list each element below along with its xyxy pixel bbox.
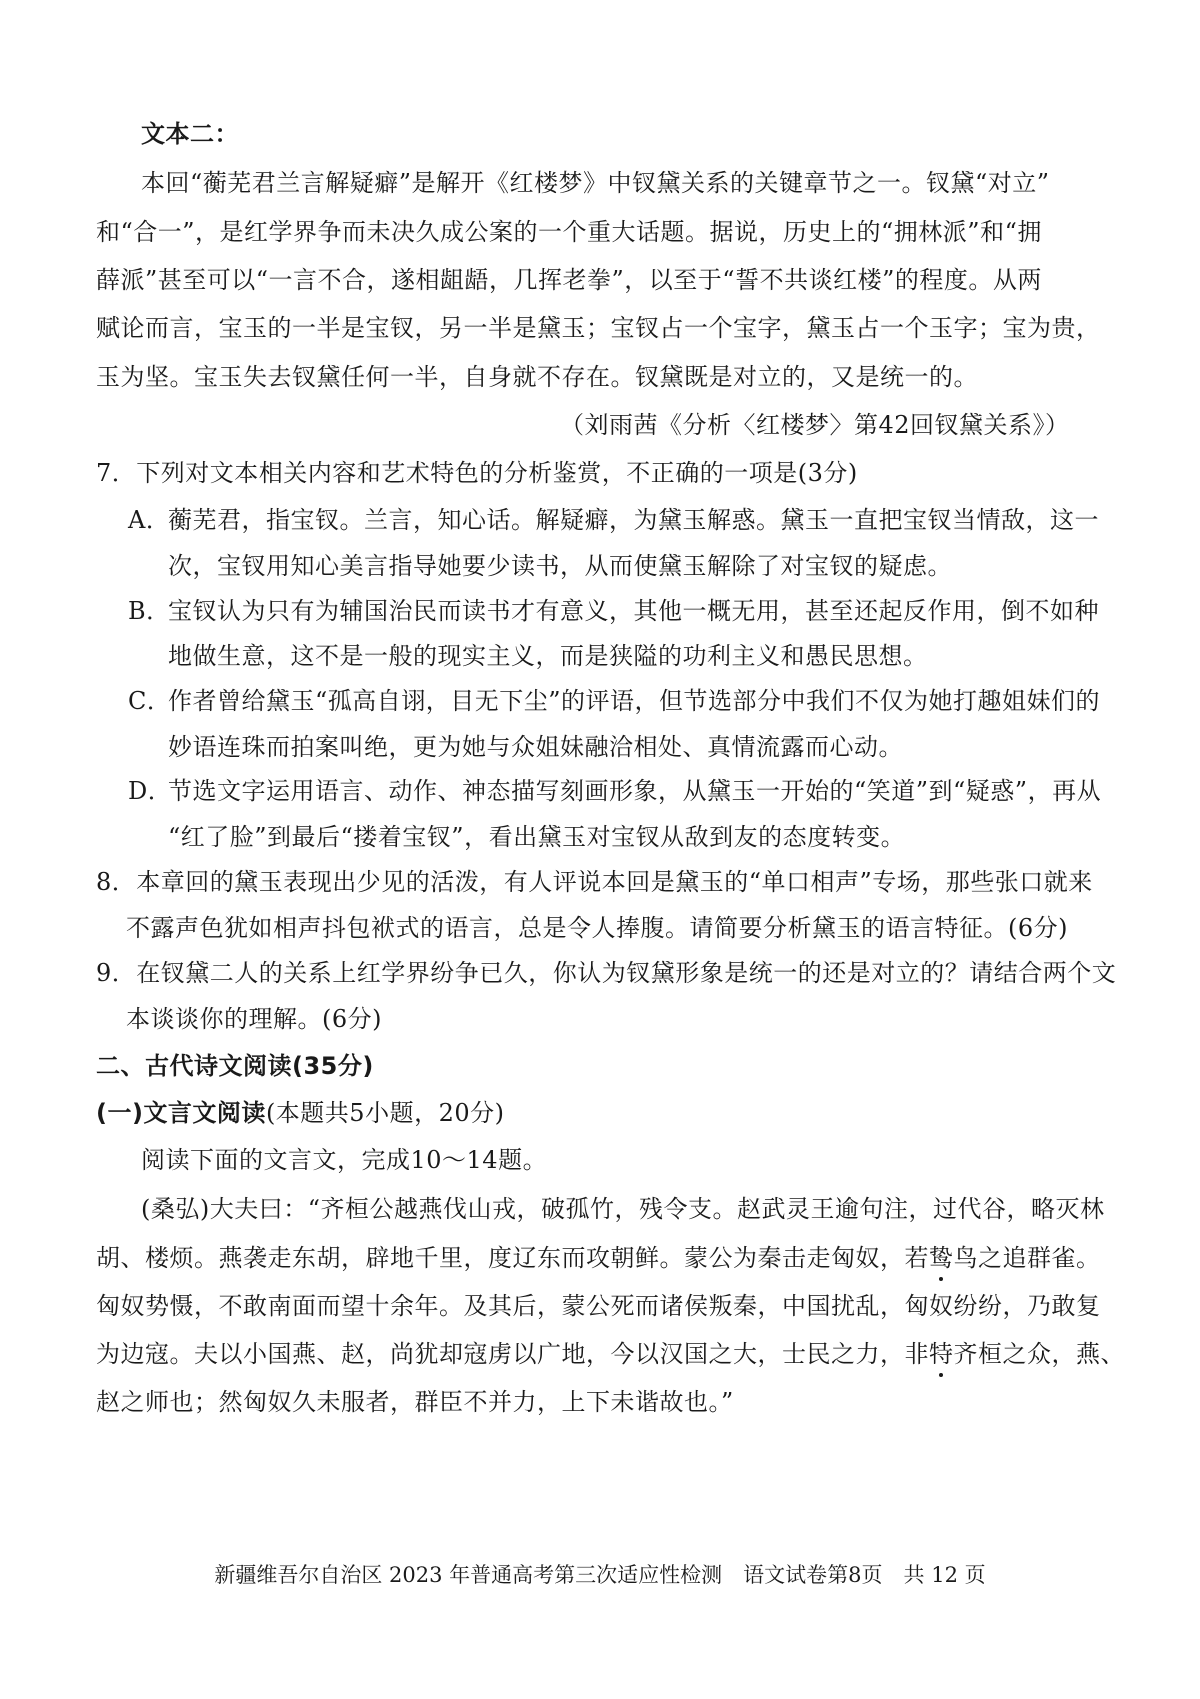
classical-line-1: (桑弘)大夫曰：“齐桓公越燕伐山戎，破孤竹，残令支。赵武灵王逾句注，过代谷，略灭林 — [141, 1195, 1105, 1223]
question-9-line-2: 本谈谈你的理解。(6分) — [126, 1005, 382, 1033]
subsection-title: (一)文言文阅读 — [96, 1099, 266, 1127]
question-9-line-1: 9．在钗黛二人的关系上红学界纷争已久，你认为钗黛形象是统一的还是对立的？请结合两个文 — [96, 959, 1117, 987]
text2-line-2: 和“合一”，是红学界争而未决久成公案的一个重大话题。据说，历史上的“拥林派”和“拥 — [96, 218, 1042, 246]
text2-heading: 文本二： — [141, 120, 239, 148]
q7-option-b-label: B． — [128, 597, 171, 625]
classical-line-5: 赵之师也；然匈奴久未服者，群臣不并力，上下未谐故也。” — [96, 1388, 734, 1416]
question-8-line-2: 不露声色犹如相声抖包袱式的语言，总是令人捧腹。请简要分析黛玉的语言特征。(6分) — [126, 914, 1068, 942]
classical-line-2 — [96, 1242, 1101, 1274]
classical-line-3: 匈奴势慑，不敢南面而望十余年。及其后，蒙公死而诸侯叛秦，中国扰乱，匈奴纷纷，乃敢复 — [96, 1292, 1101, 1320]
q7-option-a-label: A． — [128, 506, 171, 534]
q7-option-c-label: C． — [128, 687, 172, 715]
q7-option-c-line-2: 妙语连珠而拍案叫绝，更为她与众姐妹融洽相处、真情流露而心动。 — [168, 733, 903, 761]
emphasized-char-zhi: 鸷 — [929, 1244, 954, 1272]
text2-line-3: 薛派”甚至可以“一言不合，遂相龃龉，几挥老拳”，以至于“誓不共谈红楼”的程度。从两 — [96, 266, 1042, 294]
question-8-line-1: 8．本章回的黛玉表现出少见的活泼，有人评说本回是黛玉的“单口相声”专场，那些张口就来 — [96, 868, 1093, 896]
q7-option-b-line-2: 地做生意，这不是一般的现实主义，而是狭隘的功利主义和愚民思想。 — [168, 642, 928, 670]
q7-option-d-line-2: “红了脸”到最后“搂着宝钗”，看出黛玉对宝钗从敌到友的态度转变。 — [168, 823, 906, 851]
q7-option-a-line-1: 蘅芜君，指宝钗。兰言，知心话。解疑癖，为黛玉解惑。黛玉一直把宝钗当情敌，这一 — [168, 506, 1099, 534]
text2-line-4: 赋论而言，宝玉的一半是宝钗，另一半是黛玉；宝钗占一个宝字，黛玉占一个玉字；宝为贵， — [96, 314, 1101, 342]
reading-instruction: 阅读下面的文言文，完成10～14题。 — [141, 1146, 548, 1174]
text2-line-1: 本回“蘅芜君兰言解疑癖”是解开《红楼梦》中钗黛关系的关键章节之一。钗黛“对立” — [141, 169, 1050, 197]
emphasized-char-te: 特 — [929, 1340, 954, 1368]
text2-line-5: 玉为坚。宝玉失去钗黛任何一半，自身就不存在。钗黛既是对立的，又是统一的。 — [96, 363, 978, 391]
q7-option-c-line-1: 作者曾给黛玉“孤高自诩，目无下尘”的评语，但节选部分中我们不仅为她打趣姐妹们的 — [168, 687, 1101, 715]
classical-line-2-part-a: 胡、楼烦。燕袭走东胡，辟地千里，度辽东而攻朝鲜。蒙公为秦击走匈奴，若 — [96, 1244, 929, 1272]
classical-line-2-part-b: 鸟之追群雀。 — [953, 1244, 1101, 1272]
classical-line-4-part-a: 为边寇。夫以小国燕、赵，尚犹却寇虏以广地，今以汉国之大，士民之力，非 — [96, 1340, 929, 1368]
classical-line-4 — [96, 1338, 1125, 1370]
q7-option-d-line-1: 节选文字运用语言、动作、神态描写刻画形象，从黛玉一开始的“笑道”到“疑惑”，再从 — [168, 777, 1102, 805]
q7-option-d-label: D． — [128, 777, 173, 805]
page-footer: 新疆维吾尔自治区 2023 年普通高考第三次适应性检测 语文试卷第8页 共 12 页 — [214, 1563, 986, 1587]
subsection-heading — [96, 1097, 504, 1129]
classical-line-4-part-b: 齐桓之众，燕、 — [953, 1340, 1125, 1368]
subsection-note: (本题共5小题，20分) — [265, 1099, 505, 1127]
section-2-heading: 二、古代诗文阅读(35分) — [96, 1052, 374, 1080]
q7-option-a-line-2: 次，宝钗用知心美言指导她要少读书，从而使黛玉解除了对宝钗的疑虑。 — [168, 552, 952, 580]
question-7-stem: 7．下列对文本相关内容和艺术特色的分析鉴赏，不正确的一项是(3分) — [96, 459, 858, 487]
q7-option-b-line-1: 宝钗认为只有为辅国治民而读书才有意义，其他一概无用，甚至还起反作用，倒不如种 — [168, 597, 1099, 625]
text2-source: （刘雨茜《分析〈红楼梦〉第42回钗黛关系》） — [560, 411, 1070, 439]
